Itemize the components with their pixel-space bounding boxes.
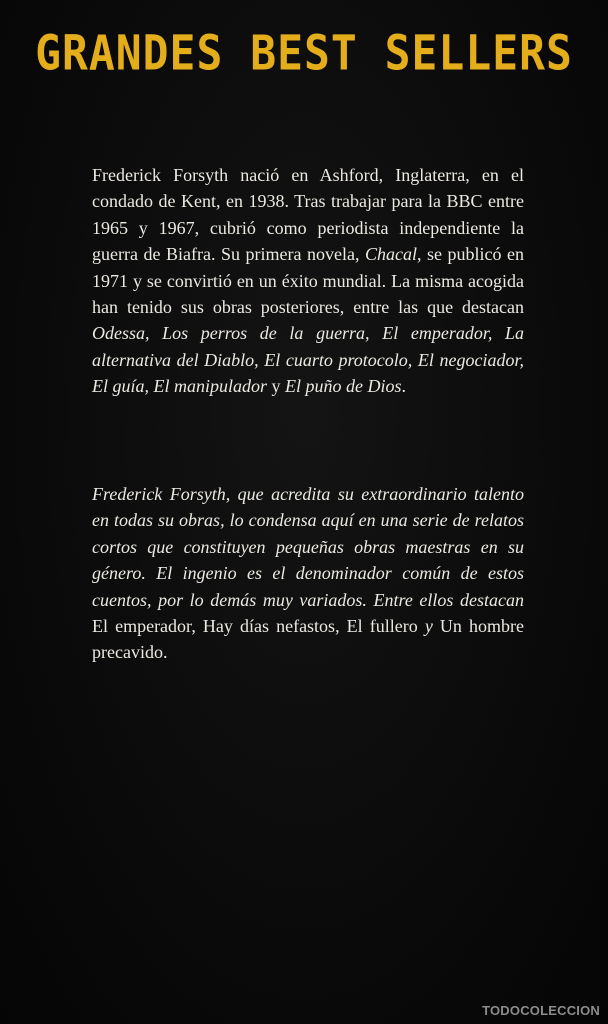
author-biography — [92, 162, 524, 400]
bio-work-puno-de-dios: El puño de Dios — [285, 376, 402, 397]
bio-works-list: Odessa, Los perros de la guerra, El emperador, La alternativa del Diablo, El cuarto protocolo, El negociador, El guía, El manipulador — [92, 323, 524, 397]
blurb-text-1: Frederick Forsyth, que acredita su extraordinario talento en todas su obras, lo condensa aquí en una serie de relatos cortos que constituyen pequeñas obras maestras en su género. El ingenio es el denominador común de estos cuentos, por lo demás muy variados. Entre ellos destacan — [92, 484, 524, 610]
blurb-conjunction: y — [424, 616, 433, 637]
bio-text-1: Frederick Forsyth nació en Ashford, Inglaterra, en el condado de Kent, en 1938. Tras trabajar para la BBC entre 1965 y 1967, cubrió como periodista independiente la guerra de Biafra. Su primera novela, — [92, 165, 524, 265]
blurb-story-titles: El emperador, Hay días nefastos, El fullero — [92, 616, 425, 637]
blurb-story-title-last: Un hombre precavido. — [92, 616, 524, 663]
series-title: GRANDES BEST SELLERS — [35, 26, 573, 82]
bio-text-2: , se publicó en 1971 y se convirtió en un éxito mundial. La misma acogida han tenido sus obras posteriores, entre las que destacan — [92, 244, 525, 318]
watermark: TODOCOLECCION — [482, 1003, 600, 1018]
bio-text-3: y — [267, 376, 285, 397]
bio-work-chacal: Chacal — [364, 244, 417, 265]
book-blurb — [92, 481, 524, 666]
bio-text-4: . — [401, 376, 406, 397]
